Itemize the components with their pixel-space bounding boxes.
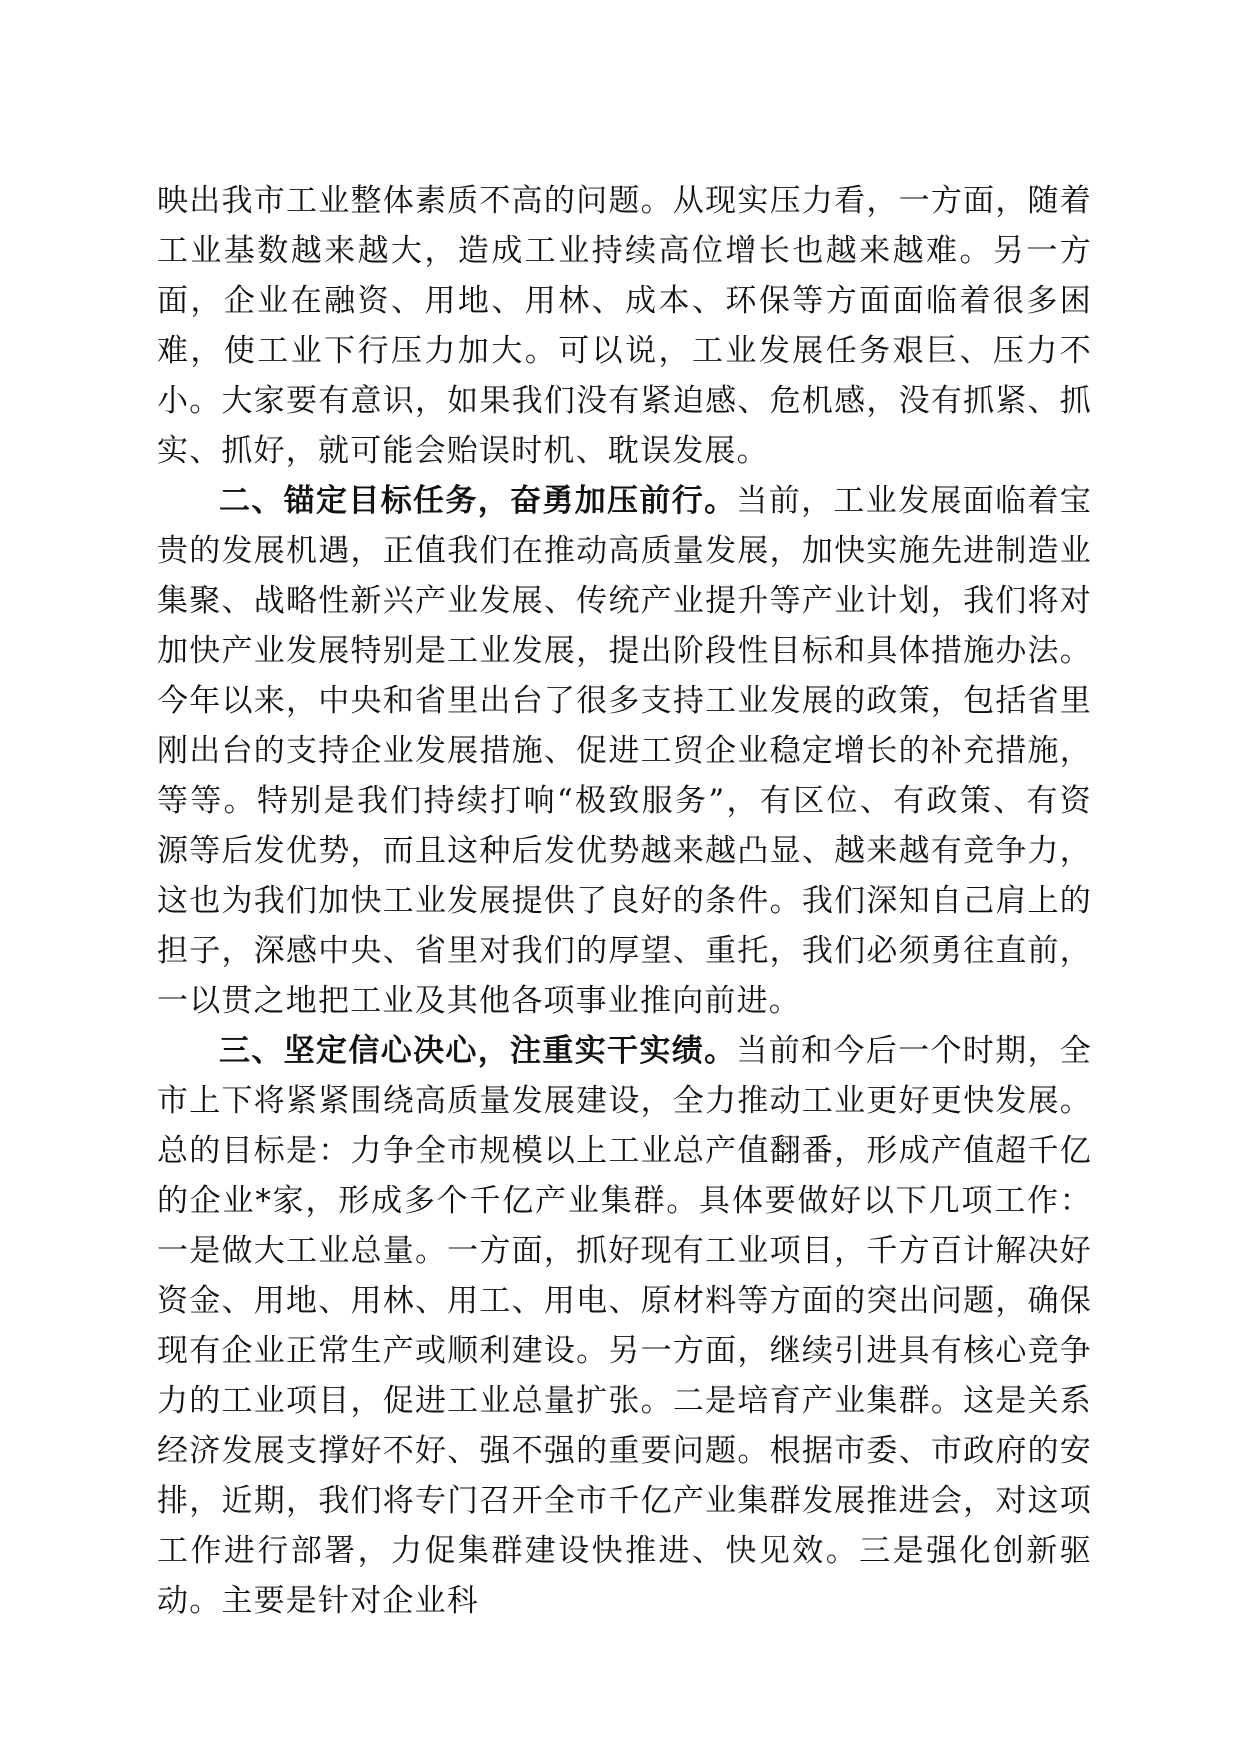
paragraph-3 [157, 1026, 1092, 1626]
paragraph-3-text: 当前和今后一个时期，全市上下将紧紧围绕高质量发展建设，全力推动工业更好更快发展。总的目标是：力争全市规模以上工业总产值翻番，形成产值超千亿的企业*家，形成多个千亿产业集群。具体要做好以下几项工作：一是做大工业总量。一方面，抓好现有工业项目，千方百计解决好资金、用地、用林、用工、用电、原材料等方面的突出问题，确保现有企业正常生产或顺利建设。另一方面，继续引进具有核心竞争力的工业项目，促进工业总量扩张。二是培育产业集群。这是关系经济发展支撑好不好、强不强的重要问题。根据市委、市政府的安排，近期，我们将专门召开全市千亿产业集群发展推进会，对这项工作进行部署，力促集群建设快推进、快见效。三是强化创新驱动。主要是针对企业科 [157, 1033, 1093, 1619]
paragraph-2-text: 当前，工业发展面临着宝贵的发展机遇，正值我们在推动高质量发展，加快实施先进制造业集聚、战略性新兴产业发展、传统产业提升等产业计划，我们将对加快产业发展特别是工业发展，提出阶段性目标和具体措施办法。今年以来，中央和省里出台了很多支持工业发展的政策，包括省里刚出台的支持企业发展措施、促进工贸企业稳定增长的补充措施，等等。特别是我们持续打响“极致服务”，有区位、有政策、有资源等后发优势，而且这种后发优势越来越凸显、越来越有竞争力，这也为我们加快工业发展提供了良好的条件。我们深知自己肩上的担子，深感中央、省里对我们的厚望、重托，我们必须勇往直前，一以贯之地把工业及其他各项事业推向前进。 [157, 483, 1093, 1019]
document-body [157, 176, 1092, 1626]
section-heading-2: 二、锚定目标任务，奋勇加压前行。 [219, 483, 737, 519]
paragraph-2 [157, 476, 1092, 1026]
paragraph-1 [157, 176, 1092, 476]
paragraph-1-text: 映出我市工业整体素质不高的问题。从现实压力看，一方面，随着工业基数越来越大，造成工业持续高位增长也越来越难。另一方面，企业在融资、用地、用林、成本、环保等方面面临着很多困难，使工业下行压力加大。可以说，工业发展任务艰巨、压力不小。大家要有意识，如果我们没有紧迫感、危机感，没有抓紧、抓实、抓好，就可能会贻误时机、耽误发展。 [157, 183, 1092, 469]
section-heading-3: 三、坚定信心决心，注重实干实绩。 [219, 1033, 737, 1069]
